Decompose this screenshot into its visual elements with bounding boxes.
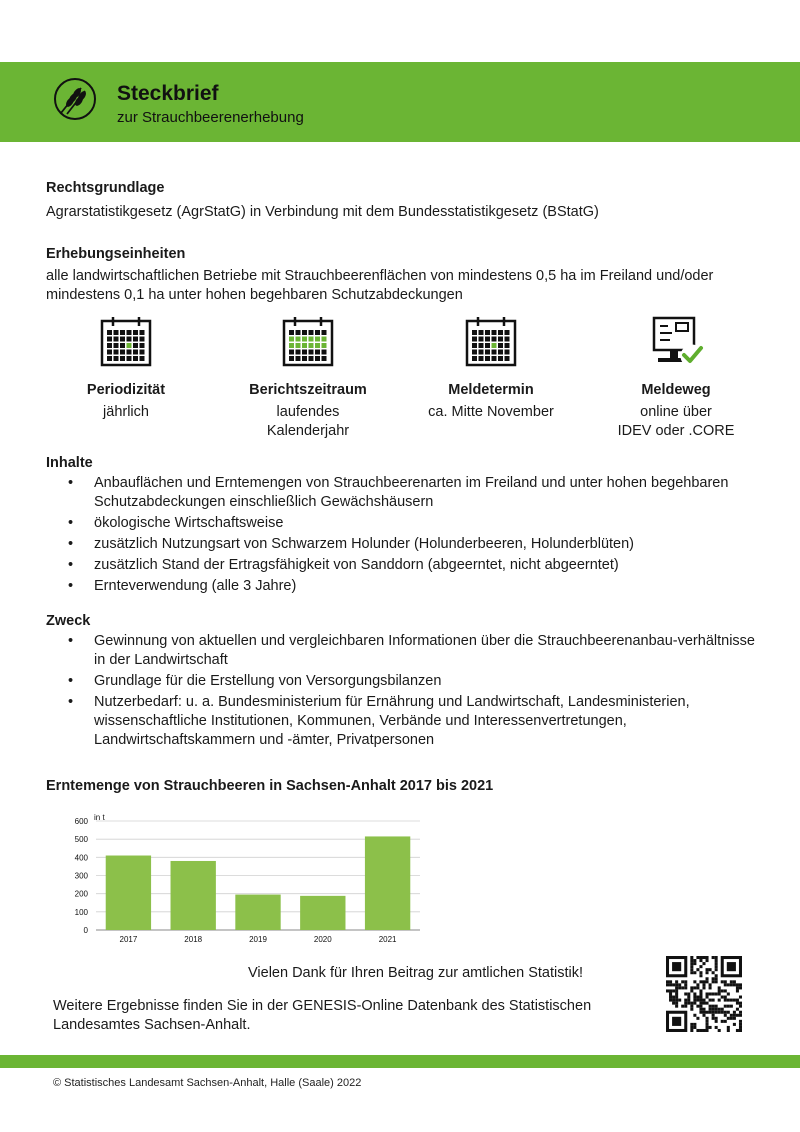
y-tick-label: 100: [74, 907, 88, 917]
list-item: • zusätzlich Stand der Ertragsfähigkeit von Sanddorn (abgeerntet, nicht abgeerntet): [68, 556, 758, 575]
thanks-text: Vielen Dank für Ihren Beitrag zur amtlichen Statistik!: [248, 965, 584, 981]
heading-erhebungseinheiten: Erhebungseinheiten: [46, 246, 186, 262]
list-item: • Gewinnung von aktuellen und vergleichbaren Informationen über die Strauchbeerenanbau-verhältnisse in der Landwirtschaft: [68, 632, 758, 670]
y-tick-label: 500: [74, 835, 88, 845]
list-item: • ökologische Wirtschaftsweise: [68, 514, 758, 533]
info-cards: [46, 314, 766, 444]
y-axis-label: in t: [94, 813, 105, 822]
bar-2019: [235, 895, 280, 930]
footer-copyright: © Statistisches Landesamt Sachsen-Anhalt, Halle (Saale) 2022: [53, 1077, 362, 1089]
list-inhalte: [68, 474, 758, 598]
card-berichtszeitraum: [218, 314, 398, 441]
heading-rechtsgrundlage: Rechtsgrundlage: [46, 180, 165, 196]
list-zweck: [68, 632, 758, 752]
y-tick-label: 400: [74, 853, 88, 863]
text-erhebungseinheiten-line1: alle landwirtschaftlichen Betriebe mit Strauchbeerenflächen von mindestens 0,5 ha im Freiland und/oder: [46, 268, 714, 284]
chart-title: Erntemenge von Strauchbeeren in Sachsen-Anhalt 2017 bis 2021: [46, 778, 494, 794]
page-subtitle: zur Strauchbeerenerhebung: [117, 109, 304, 126]
calendar-icon: [98, 314, 154, 370]
card-value: ca. Mitte November: [428, 404, 554, 420]
more-results-text: Weitere Ergebnisse finden Sie in der GENESIS-Online Datenbank des Statistischen Landesamtes Sachsen-Anhalt.: [53, 998, 592, 1033]
bar-chart: [56, 810, 436, 950]
bar-2020: [300, 896, 345, 930]
qr-code-icon[interactable]: [666, 956, 742, 1032]
bar-2018: [171, 861, 216, 930]
list-item: • Ernteverwendung (alle 3 Jahre): [68, 577, 758, 596]
bar-2017: [106, 856, 151, 930]
text-rechtsgrundlage: Agrarstatistikgesetz (AgrStatG) in Verbindung mit dem Bundesstatistikgesetz (BStatG): [46, 204, 599, 220]
header-bar: [0, 62, 800, 142]
card-value: jährlich: [103, 404, 149, 420]
card-value-2: IDEV oder .CORE: [617, 423, 735, 439]
heading-zweck: Zweck: [46, 613, 91, 629]
footer-bar: [0, 1055, 800, 1068]
heading-inhalte: Inhalte: [46, 455, 93, 471]
text-erhebungseinheiten-line2: mindestens 0,1 ha unter hohen begehbaren Schutzabdeckungen: [46, 287, 463, 303]
card-value-2: Kalenderjahr: [266, 423, 350, 439]
y-tick-label: 200: [74, 889, 88, 899]
card-meldetermin: [401, 314, 581, 422]
calendar-weeks-icon: [280, 314, 336, 370]
calendar-day-icon: [463, 314, 519, 370]
card-label: Meldeweg: [641, 382, 711, 398]
y-tick-label: 300: [74, 871, 88, 881]
card-value: laufendes: [276, 404, 340, 420]
x-tick-label: 2019: [249, 935, 267, 944]
computer-check-icon: [648, 314, 704, 370]
x-tick-label: 2017: [119, 935, 138, 944]
page-title: Steckbrief: [117, 82, 219, 105]
wheat-icon: [52, 76, 98, 122]
list-item: • Nutzerbedarf: u. a. Bundesministerium für Ernährung und Landwirtschaft, Landesministerien, wissenschaftliche Institutionen, Kommunen, Verbände und Interessenvertretungen, Landwirtschaftskammern und -ämter, Privatpersonen: [68, 693, 758, 750]
bar-2021: [365, 836, 410, 930]
card-label: Periodizität: [86, 382, 166, 398]
list-item: • Grundlage für die Erstellung von Versorgungsbilanzen: [68, 672, 758, 691]
card-label: Meldetermin: [448, 382, 534, 398]
card-meldeweg: [586, 314, 766, 441]
x-tick-label: 2021: [378, 935, 397, 944]
card-periodizitaet: [36, 314, 216, 422]
list-item: • zusätzlich Nutzungsart von Schwarzem Holunder (Holunderbeeren, Holunderblüten): [68, 535, 758, 554]
x-tick-label: 2018: [184, 935, 203, 944]
x-tick-label: 2020: [313, 935, 332, 944]
y-tick-label: 0: [83, 926, 88, 935]
list-item: • Anbauflächen und Erntemengen von Strauchbeerenarten im Freiland und unter hohen begehbaren Schutzabdeckungen einschließlich Gewächshäusern: [68, 474, 758, 512]
card-value: online über: [640, 404, 712, 420]
card-label: Berichtszeitraum: [249, 382, 367, 398]
y-tick-label: 600: [74, 817, 88, 826]
